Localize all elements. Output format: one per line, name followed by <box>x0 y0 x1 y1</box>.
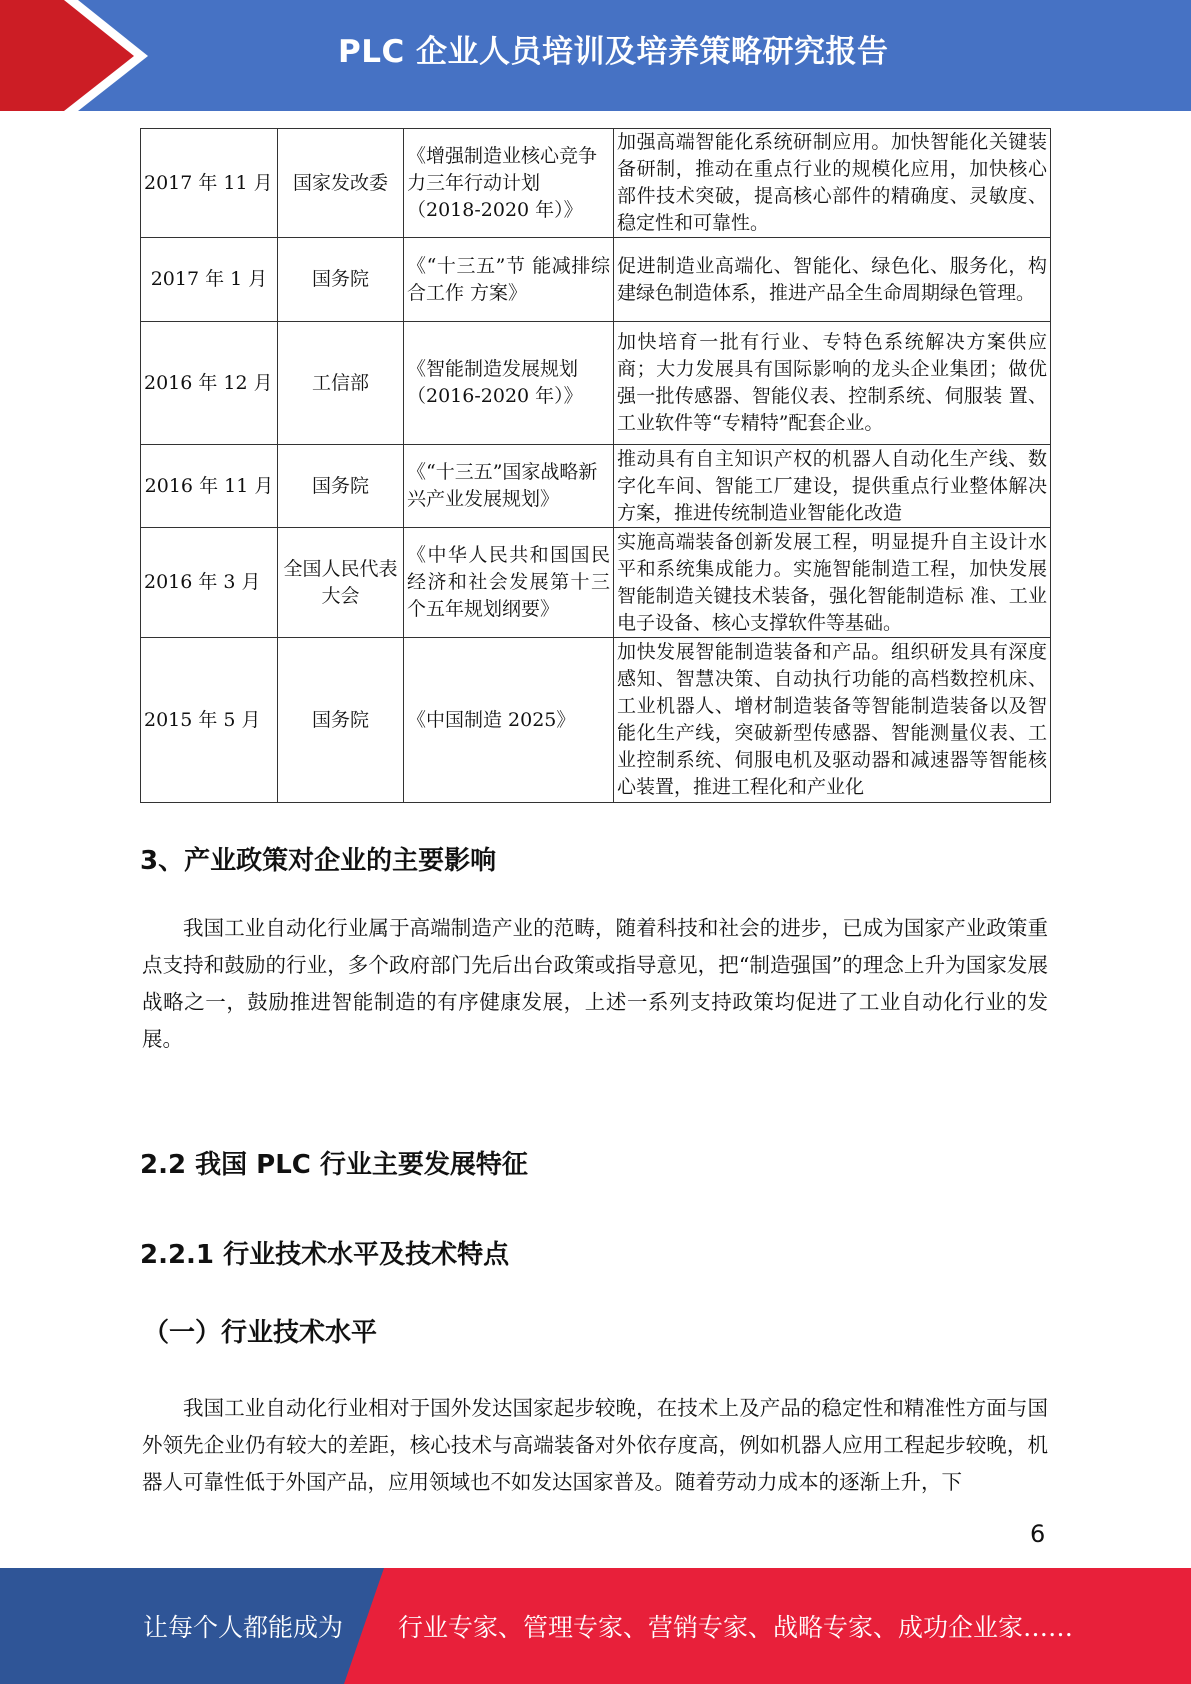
footer-slogan-left: 让每个人都能成为 <box>143 1613 344 1642</box>
table-cell-content: 加快培育一批有行业、专特色系统解决方案供应商；大力发展具有国际影响的龙头企业集团；做优强一批传感器、智能仪表、控制系统、伺服装 置、工业软件等“专精特”配套企业。 <box>614 322 1051 445</box>
header-chevron-decoration <box>0 0 160 111</box>
table-cell-dept: 全国人民代表大会 <box>278 528 404 638</box>
table-cell-date: 2016 年 12 月 <box>141 322 278 445</box>
table-cell-doc: 《中华人民共和国国民经济和社会发展第十三个五年规划纲要》 <box>404 528 614 638</box>
table-row <box>141 528 1051 638</box>
table-cell-doc: 《中国制造 2025》 <box>404 638 614 803</box>
table-cell-content: 加强高端智能化系统研制应用。加快智能化关键装备研制，推动在重点行业的规模化应用，加快核心部件技术突破，提高核心部件的精确度、灵敏度、稳定性和可靠性。 <box>614 129 1051 238</box>
section-heading: 3、产业政策对企业的主要影响 <box>140 846 497 876</box>
section-heading: 2.2 我国 PLC 行业主要发展特征 <box>140 1150 528 1180</box>
table-cell-dept: 工信部 <box>278 322 404 445</box>
table-cell-date: 2016 年 11 月 <box>141 445 278 528</box>
table-cell-doc: 《智能制造发展规划（2016-2020 年）》 <box>404 322 614 445</box>
page-footer <box>0 1568 1191 1684</box>
table-row <box>141 322 1051 445</box>
table-cell-doc: 《增强制造业核心竞争力三年行动计划（2018-2020 年）》 <box>404 129 614 238</box>
table-row <box>141 238 1051 322</box>
table-cell-date: 2017 年 1 月 <box>141 238 278 322</box>
table-cell-dept: 国家发改委 <box>278 129 404 238</box>
table-cell-doc: 《“十三五”节 能减排综合工作 方案》 <box>404 238 614 322</box>
table-cell-doc: 《“十三五”国家战略新兴产业发展规划》 <box>404 445 614 528</box>
page-number: 6 <box>1030 1520 1046 1548</box>
footer-slogan-right: 行业专家、管理专家、营销专家、战略专家、成功企业家…… <box>398 1613 1074 1642</box>
table-cell-content: 促进制造业高端化、智能化、绿色化、服务化，构建绿色制造体系，推进产品全生命周期绿色管理。 <box>614 238 1051 322</box>
body-paragraph: 我国工业自动化行业属于高端制造产业的范畴，随着科技和社会的进步，已成为国家产业政策重点支持和鼓励的行业，多个政府部门先后出台政策或指导意见，把“制造强国”的理念上升为国家发展战略之一，鼓励推进智能制造的有序健康发展，上述一系列支持政策均促进了工业自动化行业的发展。 <box>142 916 1048 1051</box>
subsection-heading: （一）行业技术水平 <box>143 1318 378 1348</box>
page-header <box>0 0 1191 111</box>
table-row <box>141 638 1051 803</box>
subsection-heading: 2.2.1 行业技术水平及技术特点 <box>140 1240 510 1270</box>
table-cell-dept: 国务院 <box>278 445 404 528</box>
body-paragraph: 我国工业自动化行业相对于国外发达国家起步较晚，在技术上及产品的稳定性和精准性方面与国外领先企业仍有较大的差距，核心技术与高端装备对外依存度高，例如机器人应用工程起步较晚，机器人可靠性低于外国产品，应用领域也不如发达国家普及。随着劳动力成本的逐渐上升，下 <box>142 1396 1048 1494</box>
table-cell-date: 2015 年 5 月 <box>141 638 278 803</box>
table-cell-date: 2016 年 3 月 <box>141 528 278 638</box>
policy-table <box>140 128 1051 803</box>
table-row <box>141 129 1051 238</box>
table-cell-dept: 国务院 <box>278 238 404 322</box>
header-title: PLC 企业人员培训及培养策略研究报告 <box>338 34 889 70</box>
table-cell-date: 2017 年 11 月 <box>141 129 278 238</box>
table-cell-content: 推动具有自主知识产权的机器人自动化生产线、数字化车间、智能工厂建设，提供重点行业整体解决方案，推进传统制造业智能化改造 <box>614 445 1051 528</box>
table-cell-content: 实施高端装备创新发展工程，明显提升自主设计水平和系统集成能力。实施智能制造工程，加快发展智能制造关键技术装备，强化智能制造标 准、工业电子设备、核心支撑软件等基础。 <box>614 528 1051 638</box>
table-cell-content: 加快发展智能制造装备和产品。组织研发具有深度感知、智慧决策、自动执行功能的高档数控机床、工业机器人、增材制造装备等智能制造装备以及智能化生产线，突破新型传感器、智能测量仪表、工业控制系统、伺服电机及驱动器和减速器等智能核心装置，推进工程化和产业化 <box>614 638 1051 803</box>
table-cell-dept: 国务院 <box>278 638 404 803</box>
table-row <box>141 445 1051 528</box>
